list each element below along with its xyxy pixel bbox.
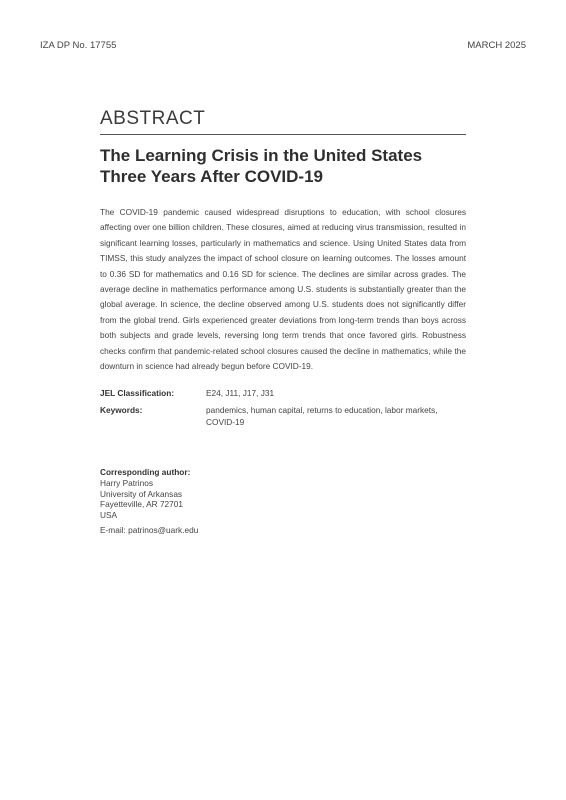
jel-value: E24, J11, J17, J31 <box>206 388 275 399</box>
paper-title-line-2: Three Years After COVID-19 <box>100 167 323 186</box>
keywords-label: Keywords: <box>100 404 143 415</box>
jel-label: JEL Classification: <box>100 388 175 399</box>
publication-date: MARCH 2025 <box>467 40 526 51</box>
jel-row <box>100 387 466 400</box>
keywords-row <box>100 404 466 429</box>
author-name: Harry Patrinos <box>100 477 154 488</box>
paper-title <box>100 145 466 187</box>
author-city: Fayetteville, AR 72701 <box>100 499 184 510</box>
classification-block <box>100 387 466 429</box>
corresponding-author-label: Corresponding author: <box>100 466 191 477</box>
abstract-page <box>100 108 466 536</box>
series-number: IZA DP No. 17755 <box>40 40 117 51</box>
section-title: ABSTRACT <box>100 108 206 129</box>
keywords-value: pandemics, human capital, returns to education, labor markets, COVID-19 <box>206 404 438 428</box>
corresponding-author-block <box>100 467 466 536</box>
paper-title-line-1: The Learning Crisis in the United States <box>100 146 423 165</box>
title-rule <box>100 134 466 135</box>
author-institution: University of Arkansas <box>100 488 183 499</box>
author-email[interactable]: E-mail: patrinos@uark.edu <box>100 524 199 535</box>
abstract-text: The COVID-19 pandemic caused widespread disruptions to education, with school closures affecting over one billion children. These closures, aimed at reducing virus transmission, resulted in significant learning losses, particularly in mathematics and science. Using United States data from TIMSS, this study analyzes the impact of school closure on learning outcomes. The losses amount to 0.36 SD for mathematics and 0.16 SD for science. The declines are similar across grades. The average decline in mathematics performance among U.S. students is substantially greater than the global average. In science, the decline observed among U.S. students does not significantly differ from the global trend. Girls experienced greater deviations from long-term trends than boys across both subjects and grade levels, reversing long term trends that once favored girls. Robustness checks confirm that pandemic-related school closures caused the decline in mathematics, while the downturn in science had already begun before COVID-19. <box>100 207 466 372</box>
author-country: USA <box>100 510 118 521</box>
